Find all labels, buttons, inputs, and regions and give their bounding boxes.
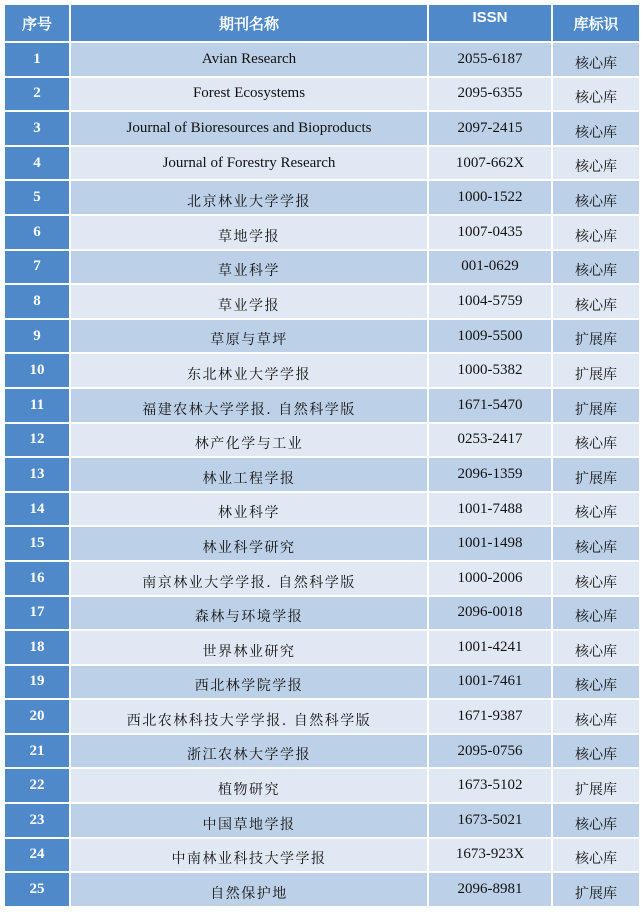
table-row [4, 803, 640, 838]
library-tag: 核心库 [552, 180, 640, 215]
header-name: 期刊名称 [70, 4, 428, 42]
journal-name: 林业科学 [70, 492, 428, 527]
library-tag: 核心库 [552, 665, 640, 700]
journal-issn: 1671-5470 [428, 388, 552, 423]
library-tag: 核心库 [552, 42, 640, 77]
row-number: 21 [4, 734, 70, 769]
table-row [4, 250, 640, 285]
journal-name: 西北农林科技大学学报. 自然科学版 [70, 699, 428, 734]
journal-table [3, 3, 641, 908]
journal-issn: 1000-1522 [428, 180, 552, 215]
table-row [4, 492, 640, 527]
row-number: 12 [4, 423, 70, 458]
journal-name: 植物研究 [70, 768, 428, 803]
table-row [4, 111, 640, 146]
row-number: 1 [4, 42, 70, 77]
library-tag: 核心库 [552, 215, 640, 250]
journal-name: 北京林业大学学报 [70, 180, 428, 215]
library-tag: 核心库 [552, 146, 640, 181]
library-tag: 核心库 [552, 111, 640, 146]
journal-issn: 1671-9387 [428, 699, 552, 734]
library-tag: 核心库 [552, 596, 640, 631]
table-row [4, 319, 640, 354]
journal-name: 草业学报 [70, 284, 428, 319]
row-number: 17 [4, 596, 70, 631]
journal-issn: 1009-5500 [428, 319, 552, 354]
journal-name: 林业工程学报 [70, 457, 428, 492]
library-tag: 核心库 [552, 492, 640, 527]
row-number: 9 [4, 319, 70, 354]
journal-name: Avian Research [70, 42, 428, 77]
journal-name: 中南林业科技大学学报 [70, 838, 428, 873]
library-tag: 扩展库 [552, 388, 640, 423]
row-number: 18 [4, 630, 70, 665]
table-row [4, 388, 640, 423]
journal-issn: 2095-6355 [428, 77, 552, 112]
library-tag: 核心库 [552, 803, 640, 838]
table-body [4, 42, 640, 907]
row-number: 24 [4, 838, 70, 873]
library-tag: 核心库 [552, 77, 640, 112]
library-tag: 核心库 [552, 284, 640, 319]
library-tag: 核心库 [552, 838, 640, 873]
journal-issn: 1673-923X [428, 838, 552, 873]
table-row [4, 457, 640, 492]
table-row [4, 215, 640, 250]
journal-issn: 2055-6187 [428, 42, 552, 77]
journal-issn: 1001-1498 [428, 526, 552, 561]
row-number: 13 [4, 457, 70, 492]
library-tag: 核心库 [552, 734, 640, 769]
journal-issn: 1000-2006 [428, 561, 552, 596]
journal-name: 林业科学研究 [70, 526, 428, 561]
journal-issn: 1004-5759 [428, 284, 552, 319]
journal-name: 南京林业大学学报. 自然科学版 [70, 561, 428, 596]
library-tag: 核心库 [552, 630, 640, 665]
journal-name: Journal of Bioresources and Bioproducts [70, 111, 428, 146]
journal-issn: 2096-1359 [428, 457, 552, 492]
journal-name: 福建农林大学学报. 自然科学版 [70, 388, 428, 423]
table-header [4, 4, 640, 42]
journal-issn: 1007-0435 [428, 215, 552, 250]
table-row [4, 77, 640, 112]
header-lib: 库标识 [552, 4, 640, 42]
library-tag: 扩展库 [552, 353, 640, 388]
table-row [4, 180, 640, 215]
row-number: 25 [4, 872, 70, 907]
row-number: 22 [4, 768, 70, 803]
journal-issn: 1007-662X [428, 146, 552, 181]
table-row [4, 768, 640, 803]
header-no: 序号 [4, 4, 70, 42]
journal-name: 森林与环境学报 [70, 596, 428, 631]
library-tag: 扩展库 [552, 768, 640, 803]
journal-name: Forest Ecosystems [70, 77, 428, 112]
table-row [4, 353, 640, 388]
table-row [4, 284, 640, 319]
row-number: 20 [4, 699, 70, 734]
row-number: 10 [4, 353, 70, 388]
library-tag: 扩展库 [552, 457, 640, 492]
row-number: 14 [4, 492, 70, 527]
table-row [4, 872, 640, 907]
table-row [4, 596, 640, 631]
journal-issn: 2097-2415 [428, 111, 552, 146]
table-row [4, 526, 640, 561]
row-number: 11 [4, 388, 70, 423]
table-row [4, 699, 640, 734]
library-tag: 核心库 [552, 250, 640, 285]
row-number: 7 [4, 250, 70, 285]
journal-issn: 1001-7488 [428, 492, 552, 527]
header-row [4, 4, 640, 42]
table-row [4, 423, 640, 458]
journal-name: 浙江农林大学学报 [70, 734, 428, 769]
library-tag: 核心库 [552, 423, 640, 458]
table-row [4, 146, 640, 181]
journal-name: 中国草地学报 [70, 803, 428, 838]
library-tag: 核心库 [552, 561, 640, 596]
table-row [4, 630, 640, 665]
row-number: 6 [4, 215, 70, 250]
journal-name: 自然保护地 [70, 872, 428, 907]
journal-name: 西北林学院学报 [70, 665, 428, 700]
row-number: 3 [4, 111, 70, 146]
journal-issn: 2096-0018 [428, 596, 552, 631]
row-number: 8 [4, 284, 70, 319]
row-number: 15 [4, 526, 70, 561]
library-tag: 扩展库 [552, 872, 640, 907]
journal-issn: 1673-5102 [428, 768, 552, 803]
table-row [4, 665, 640, 700]
journal-issn: 2096-8981 [428, 872, 552, 907]
row-number: 23 [4, 803, 70, 838]
journal-name: 东北林业大学学报 [70, 353, 428, 388]
library-tag: 核心库 [552, 526, 640, 561]
journal-issn: 1001-7461 [428, 665, 552, 700]
row-number: 16 [4, 561, 70, 596]
journal-issn: 1001-4241 [428, 630, 552, 665]
journal-name: 草业科学 [70, 250, 428, 285]
journal-name: Journal of Forestry Research [70, 146, 428, 181]
journal-name: 世界林业研究 [70, 630, 428, 665]
journal-name: 林产化学与工业 [70, 423, 428, 458]
journal-issn: 0253-2417 [428, 423, 552, 458]
library-tag: 扩展库 [552, 319, 640, 354]
journal-issn: 1673-5021 [428, 803, 552, 838]
row-number: 5 [4, 180, 70, 215]
row-number: 19 [4, 665, 70, 700]
row-number: 2 [4, 77, 70, 112]
journal-issn: 2095-0756 [428, 734, 552, 769]
table-row [4, 561, 640, 596]
row-number: 4 [4, 146, 70, 181]
journal-issn: 001-0629 [428, 250, 552, 285]
journal-issn: 1000-5382 [428, 353, 552, 388]
table-row [4, 42, 640, 77]
journal-name: 草地学报 [70, 215, 428, 250]
journal-name: 草原与草坪 [70, 319, 428, 354]
table-row [4, 734, 640, 769]
library-tag: 核心库 [552, 699, 640, 734]
header-issn: ISSN [428, 4, 552, 42]
table-row [4, 838, 640, 873]
